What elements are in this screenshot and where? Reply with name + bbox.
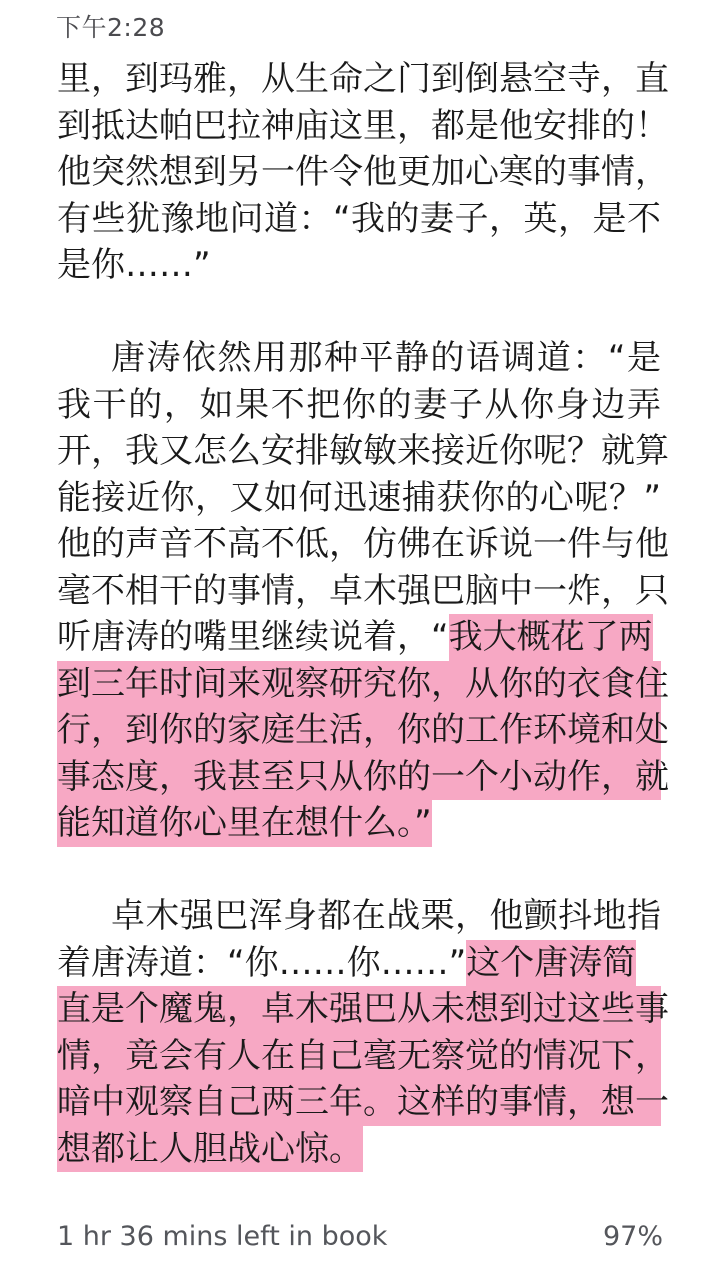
reader-footer: [57, 1221, 663, 1252]
text-line: [57, 986, 669, 1033]
book-text: 卓木强巴浑身都在战栗，他颤抖地指: [111, 896, 661, 936]
text-line: [57, 1079, 669, 1126]
text-line: [57, 1126, 661, 1173]
book-text: 开，我又怎么安排敏敏来接近你呢？就算: [57, 431, 669, 471]
text-line: [57, 335, 661, 382]
book-text: 听唐涛的嘴里继续说着，“: [57, 617, 449, 657]
book-text: 是你……”: [57, 245, 211, 285]
text-line: [57, 754, 669, 801]
text-line: [57, 800, 661, 847]
book-text: 毫不相干的事情，卓木强巴脑中一炸，只: [57, 570, 669, 611]
book-text: 能接近你，又如何迅速捕获你的心呢？”: [57, 477, 661, 518]
book-text: 他突然想到另一件令他更加心寒的事情，: [57, 152, 669, 192]
highlighted-text[interactable]: 能知道你心里在想什么。”: [57, 800, 432, 847]
clock-text: 下午2:28: [56, 13, 166, 42]
text-line: [57, 661, 669, 708]
time-left-in-book-label: 1 hr 36 mins left in book: [57, 1221, 388, 1252]
book-text: 到抵达帕巴拉神庙这里，都是他安排的！: [57, 105, 669, 146]
highlighted-text[interactable]: 情，竟会有人在自己毫无察觉的情况下，: [57, 1035, 669, 1076]
highlighted-text[interactable]: 事态度，我甚至只从你的一个小动作，就: [57, 756, 669, 797]
text-line: [57, 382, 661, 429]
highlighted-text[interactable]: 这个唐涛简: [466, 940, 636, 987]
text-line: [57, 242, 661, 289]
highlighted-text[interactable]: 行，到你的家庭生活，你的工作环境和处: [57, 710, 669, 750]
book-text: 他的声音不高不低，仿佛在诉说一件与他: [57, 524, 669, 564]
highlighted-text[interactable]: 暗中观察自己两三年。这样的事情，想一: [57, 1082, 669, 1122]
text-line: [57, 614, 661, 661]
text-line: [57, 103, 669, 150]
book-text: 着唐涛道：“你……你……”: [57, 942, 467, 983]
text-line: [57, 940, 661, 987]
text-line: [57, 707, 669, 754]
page-reading-area[interactable]: [57, 56, 669, 1172]
text-line: [57, 521, 669, 568]
text-line: [57, 428, 669, 475]
paragraph: [57, 56, 669, 289]
book-text: 唐涛依然用那种平静的语调道：“是: [111, 338, 661, 378]
highlighted-text[interactable]: 直是个魔鬼，卓木强巴从未想到过这些事: [57, 989, 669, 1029]
book-text: 有些犹豫地问道：“我的妻子，英，是不: [57, 198, 661, 239]
text-line: [57, 1033, 669, 1080]
text-line: [57, 568, 669, 615]
highlighted-text[interactable]: 到三年时间来观察研究你，从你的衣食住: [57, 663, 669, 704]
paragraph: [57, 335, 669, 847]
text-line: [57, 475, 661, 522]
book-text: 里，到玛雅，从生命之门到倒悬空寺，直: [57, 59, 669, 99]
highlighted-text[interactable]: 想都让人胆战心惊。: [57, 1126, 363, 1173]
paragraph: [57, 893, 669, 1172]
status-bar: [56, 8, 166, 42]
book-text: 我干的，如果不把你的妻子从你身边弄: [57, 384, 661, 425]
text-line: [57, 56, 669, 103]
highlighted-text[interactable]: 我大概花了两: [449, 614, 653, 661]
text-line: [57, 196, 661, 243]
text-line: [57, 893, 661, 940]
progress-percent: 97%: [602, 1221, 663, 1252]
text-line: [57, 149, 669, 196]
